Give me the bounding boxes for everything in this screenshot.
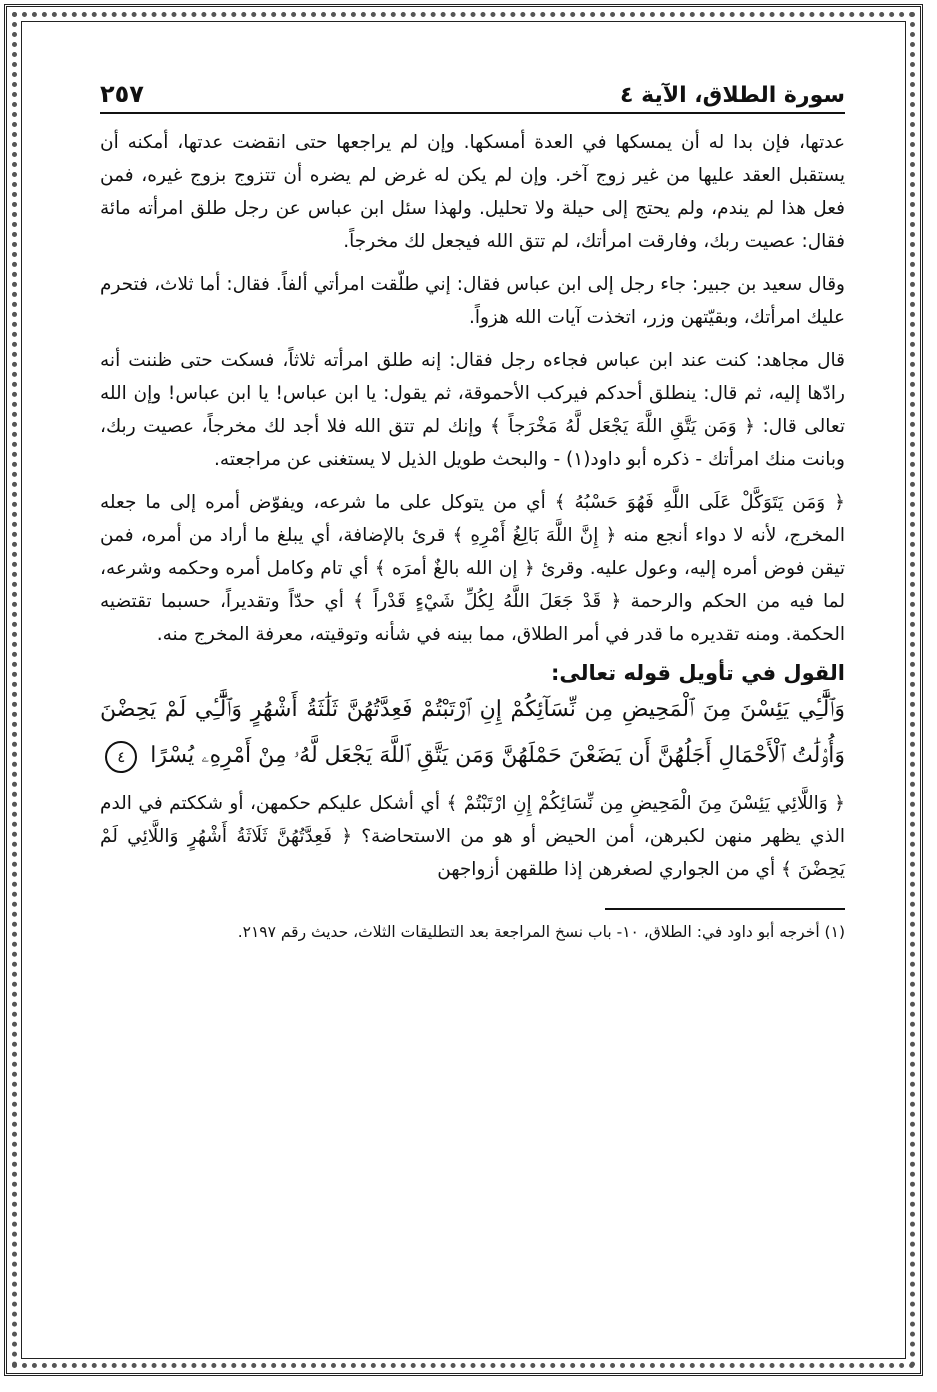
- page-body: [100, 126, 845, 946]
- book-page: [100, 70, 845, 1340]
- paragraph: عدتها، فإن بدا له أن يمسكها في العدة أمسكها. وإن لم يراجعها حتى انقضت عدتها، أمكنه أن يستقبل العقد عليها من غير زوج آخر. وإن لم يكن له غرض لم يضره أن تتزوج بزوج غيره، فمن فعل هذا لم يندم، ولم يحتج إلى حيلة ولا تحليل. ولهذا سئل ابن عباس عن رجل طلق امرأته مائة فقال: عصيت ربك، وفارقت امرأتك، لم تتق الله فيجعل لك مخرجاً.: [100, 132, 845, 252]
- page-header: [100, 70, 845, 114]
- verse-text: وَٱلَّٰٓـِٔي يَئِسْنَ مِنَ ٱلْمَحِيضِ مِن نِّسَآئِكُمْ إِنِ ٱرْتَبْتُمْ فَعِدَّتُهُنَّ ثَلَٰثَةُ أَشْهُرٍ وَٱلَّٰٓـِٔي لَمْ يَحِضْنَ وَأُو۟لَٰتُ ٱلْأَحْمَالِ أَجَلُهُنَّ أَن يَضَعْنَ حَمْلَهُنَّ وَمَن يَتَّقِ ٱللَّهَ يَجْعَل لَّهُۥ مِنْ أَمْرِهِۦ يُسْرًا: [100, 697, 845, 768]
- paragraph: وقال سعيد بن جبير: جاء رجل إلى ابن عباس فقال: إني طلّقت امرأتي ألفاً. فقال: أما ثلاث، فتحرم عليك امرأتك، وبقيّتهن وزر، اتخذت آيات الله هزواً.: [100, 274, 845, 328]
- paragraph: قال مجاهد: كنت عند ابن عباس فجاءه رجل فقال: إنه طلق امرأته ثلاثاً، فسكت حتى ظننت أنه رادّها إليه، ثم قال: ينطلق أحدكم فيركب الأحموقة، ثم يقول: يا ابن عباس! يا ابن عباس! وإن الله تعالى قال: ﴿ وَمَن يَتَّقِ اللَّهَ يَجْعَل لَّهُ مَخْرَجاً ﴾ وإنك لم تتق الله فلا أجد لك مخرجاً، عصيت ربك، وبانت منك امرأتك - ذكره أبو داود(١) - والبحث طويل الذيل لا يستغنى عن مراجعته.: [100, 350, 845, 470]
- running-title: سورة الطلاق، الآية ٤: [620, 83, 845, 108]
- page-number: ٢٥٧: [100, 80, 144, 108]
- ayah-number-marker: ٤: [105, 741, 137, 773]
- quran-verse: [100, 687, 845, 779]
- footnote-divider: [605, 908, 845, 910]
- section-heading: القول في تأويل قوله تعالى:: [551, 661, 845, 685]
- commentary-paragraph: ﴿ وَاللَّائِي يَئِسْنَ مِنَ الْمَحِيضِ مِن نِّسَائِكُمْ إِنِ ارْتَبْتُمْ ﴾ أي أشكل عليكم حكمهن، أو شككتم في الدم الذي يظهر منهن لكبرهن، أمن الحيض أو هو من الاستحاضة؟ ﴿ فَعِدَّتُهُنَّ ثَلَاثَةُ أَشْهُرٍ وَاللَّائِي لَمْ يَحِضْنَ ﴾ أي من الجواري لصغرهن إذا طلقهن أزواجهن: [100, 793, 845, 880]
- paragraph: ﴿ وَمَن يَتَوَكَّلْ عَلَى اللَّهِ فَهُوَ حَسْبُهُ ﴾ أي من يتوكل على ما شرعه، ويفوّض أمره إلى ما جعله المخرج، لأنه لا دواء أنجع منه ﴿ إِنَّ اللَّهَ بَالِغُ أَمْرِهِ ﴾ قرئ بالإضافة، أي يبلغ ما أراد من أمره، فمن تيقن فوض أمره إليه، وعول عليه. وقرئ ﴿ إن الله بالغٌ أمرَه ﴾ أي تام وكامل أمره وحكمه وشرعه، لما فيه من الحكم والرحمة ﴿ قَدْ جَعَلَ اللَّهُ لِكُلِّ شَيْءٍ قَدْراً ﴾ أي حدّاً وتقديراً، حسبما تقتضيه الحكمة. ومنه تقديره ما قدر في أمر الطلاق، مما بينه في شأنه وتوقيته، معرفة المخرج منه.: [100, 492, 845, 645]
- footnote: (١) أخرجه أبو داود في: الطلاق، ١٠- باب نسخ المراجعة بعد التطليقات الثلاث، حديث رقم ٢١٩٧.: [237, 923, 845, 941]
